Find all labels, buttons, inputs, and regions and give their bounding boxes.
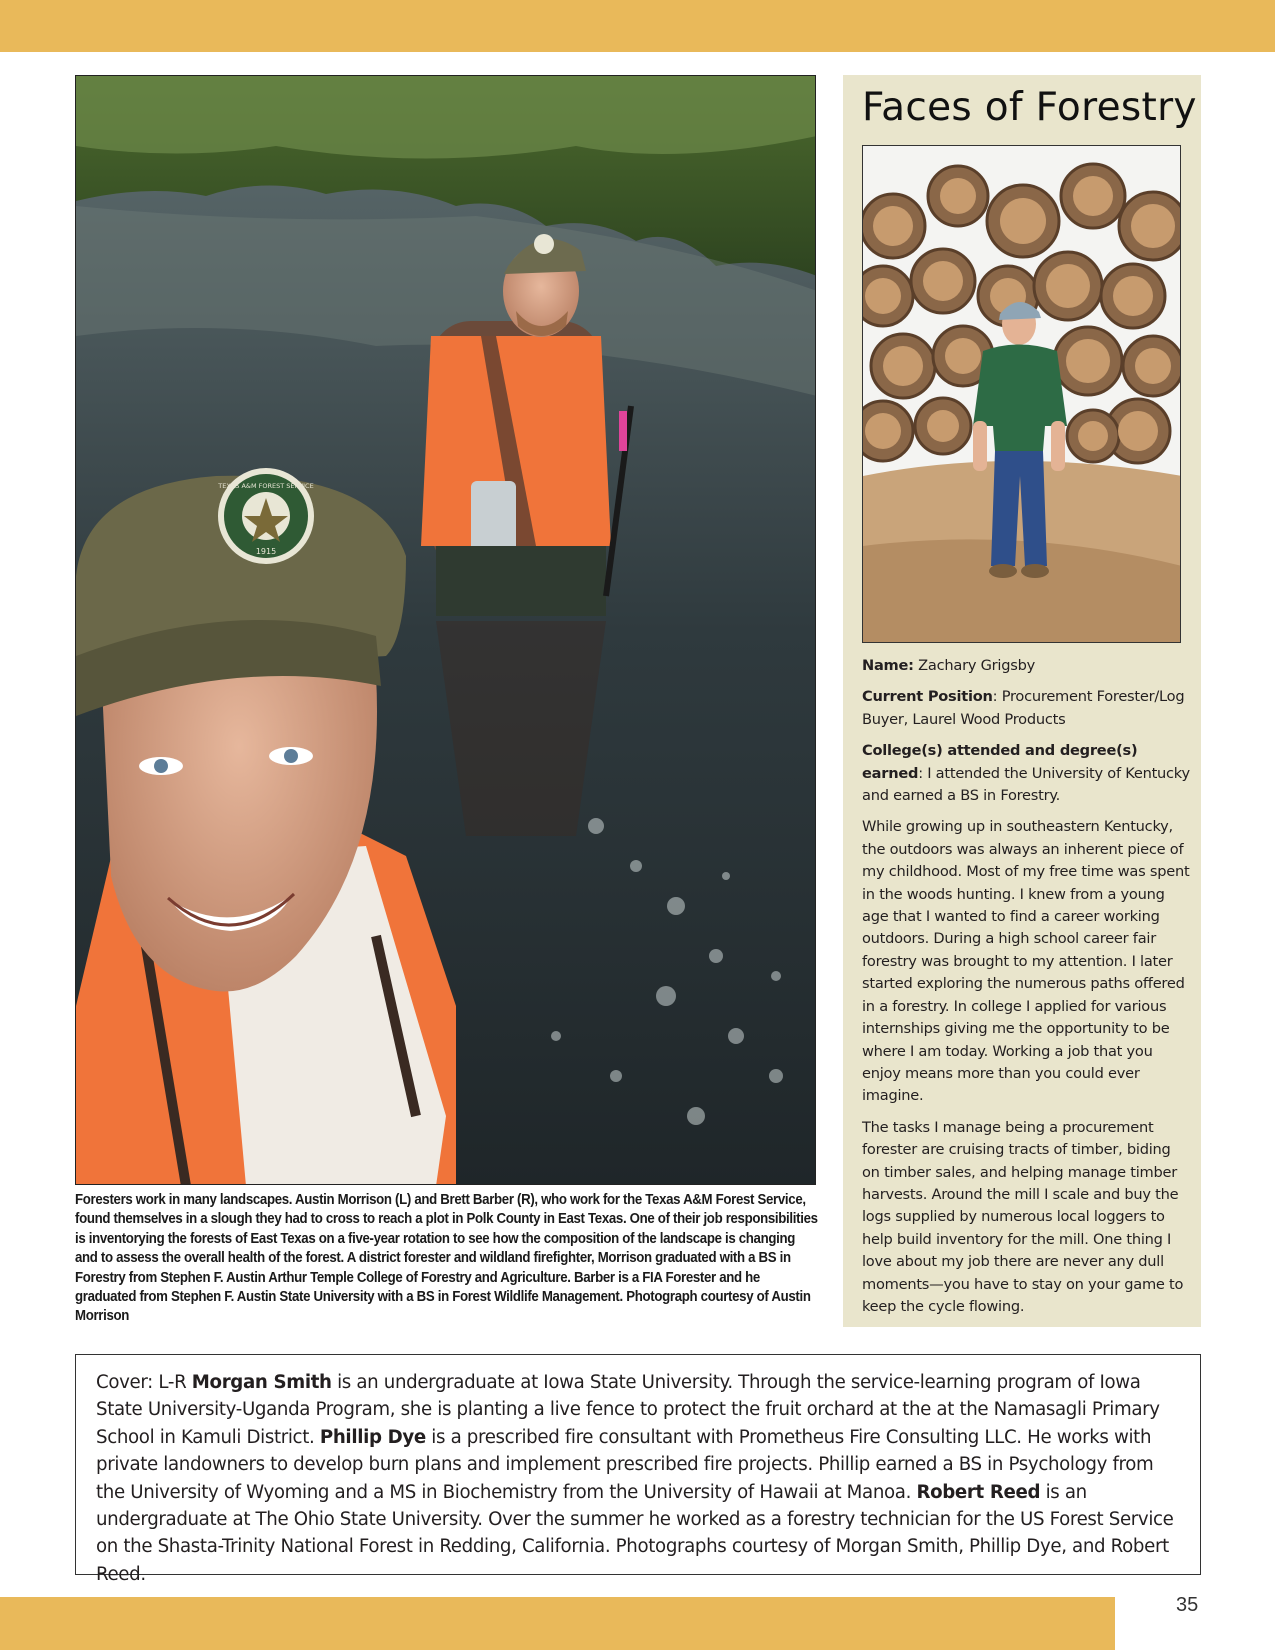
- top-accent-bar: [0, 0, 1275, 52]
- cover-intro: Cover: L-R: [96, 1372, 192, 1393]
- profile-photo: [862, 145, 1181, 643]
- profile-position: [862, 686, 1192, 731]
- profile-paragraph-2: The tasks I manage being a procurement forester are cruising tracts of timber, biding on timber sales, and helping manage timber harvests. Around the mill I scale and buy the logs supplied by numerous local loggers to help build inventory for the mill. One thing I love about my job there are never any dull moments—you have to stay on your game to keep the cycle flowing.: [862, 1118, 1184, 1315]
- cover-text-2: is a prescribed fire consultant with Prometheus Fire Consulting LLC. He works with private landowners to develop burn plans and implement prescribed fire projects. Phillip earned a BS in Psychology from the University of Wyoming and a MS in Biochemistry from the University of Hawaii at Manoa.: [96, 1426, 1154, 1503]
- position-label: Current Position: [862, 688, 993, 706]
- cover-name-morgan-smith: Morgan Smith: [191, 1372, 332, 1393]
- college-label: College(s) attended and degree(s) earned: [862, 742, 1138, 782]
- profile-name: [862, 655, 1192, 677]
- hat-emblem-year: 1915: [255, 547, 277, 556]
- college-value: : I attended the University of Kentucky and earned a BS in Forestry.: [862, 764, 1190, 805]
- name-value: Zachary Grigsby: [918, 657, 1035, 674]
- main-photo-illustration: [76, 76, 816, 1185]
- cover-name-robert-reed: Robert Reed: [916, 1481, 1041, 1503]
- position-value: : Procurement Forester/Log Buyer, Laurel Wood Products: [862, 688, 1185, 728]
- faces-of-forestry-sidebar: [843, 75, 1201, 1327]
- cover-text-1: is an undergraduate at Iowa State University. Through the service-learning program of Iowa State University-Uganda Program, she is planting a live fence to protect the fruit orchard at the at the Namasagli Primary School in Kamuli District.: [96, 1372, 1160, 1448]
- profile-paragraph-1: While growing up in southeastern Kentucky, the outdoors was always an inherent piece of my childhood. Most of my free time was spent in the woods hunting. I knew from a young age that I wanted to find a career working outdoors. During a high school career fair forestry was brought to my attention. I later started exploring the numerous paths offered in a forestry. In college I applied for various internships giving me the opportunity to be where I am today. Working a job that you enjoy means more than you could ever imagine.: [862, 818, 1190, 1105]
- cover-credits-box: [75, 1354, 1201, 1585]
- name-label: Name:: [862, 657, 914, 674]
- hat-emblem-text: TEXAS A&M FOREST SERVICE: [218, 482, 314, 490]
- cover-name-phillip-dye: Phillip Dye: [319, 1426, 426, 1448]
- profile-photo-illustration: [863, 146, 1181, 643]
- sidebar-title: Faces of Forestry: [862, 85, 1197, 130]
- cover-text-3: is an undergraduate at The Ohio State University. Over the summer he worked as a forestry technician for the US Forest Service on the Shasta-Trinity National Forest in Redding, California. Photographs courtesy of Morgan Smith, Phillip Dye, and Robert Reed.: [96, 1481, 1174, 1585]
- main-photo-caption: Foresters work in many landscapes. Austin Morrison (L) and Brett Barber (R), who work for the Texas A&M Forest Service, found themselves in a slough they had to cross to reach a plot in Polk County in East Texas. One of their job responsibilities is inventorying the forests of East Texas on a five-year rotation to see how the composition of the landscape is changing and to assess the overall health of the forest. A district forester and wildland firefighter, Morrison graduated with a BS in Forestry from Stephen F. Austin Arthur Temple College of Forestry and Agriculture. Barber is a FIA Forester and he graduated from Stephen F. Austin State University with a BS in Forest Wildlife Management. Photograph courtesy of Austin Morrison: [75, 1192, 818, 1325]
- bottom-accent-bar: [0, 1597, 1115, 1650]
- profile-college: [862, 740, 1192, 807]
- page-number: 35: [1176, 1594, 1199, 1616]
- hat-emblem: [217, 471, 313, 561]
- profile-text: [862, 655, 1192, 1327]
- main-photo: [75, 75, 816, 1185]
